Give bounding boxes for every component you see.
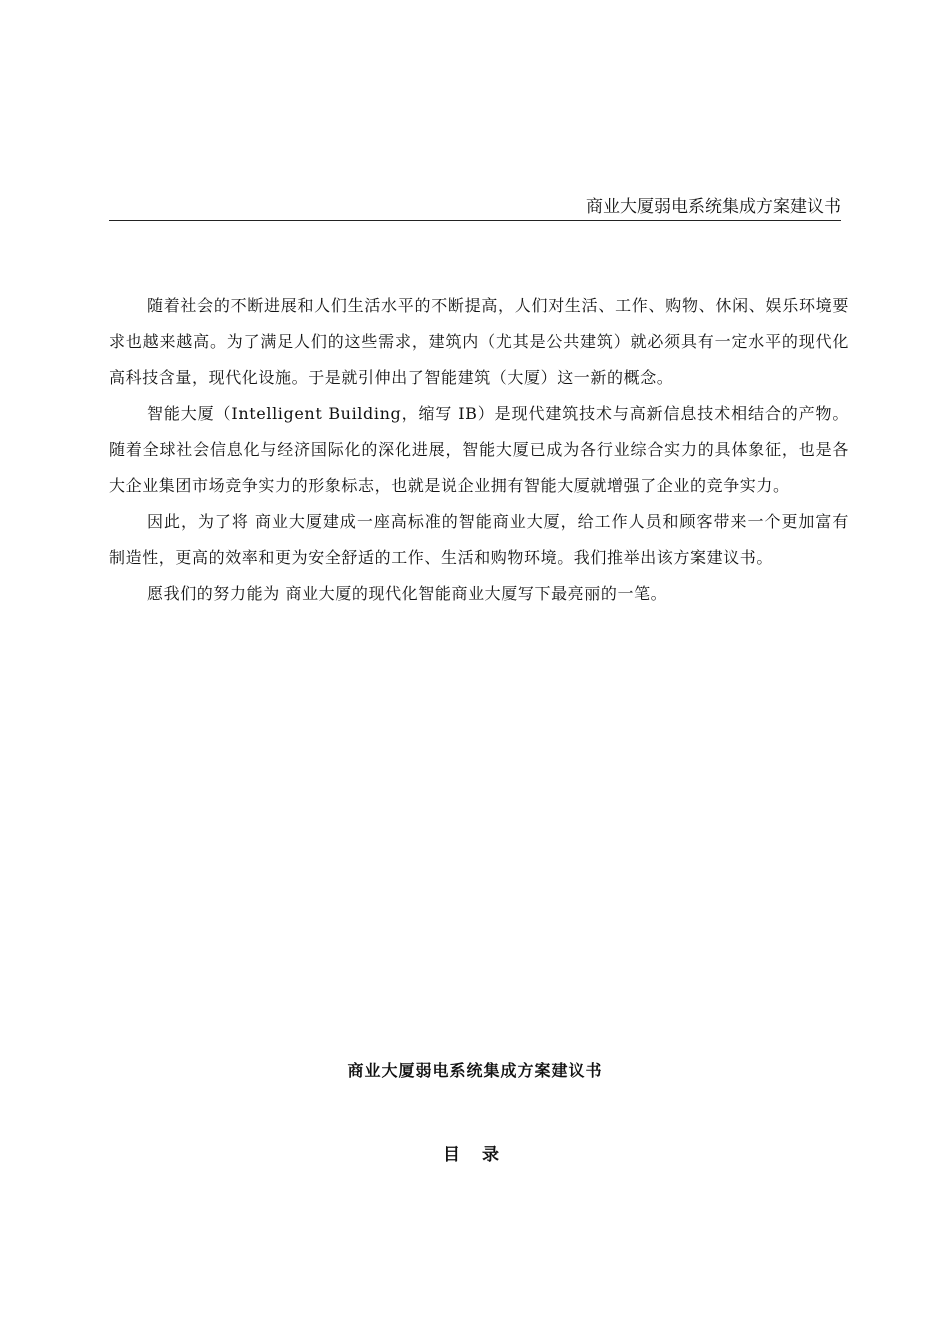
body-text [109, 288, 849, 612]
paragraph-intro: 随着社会的不断进展和人们生活水平的不断提高，人们对生活、工作、购物、休闲、娱乐环境要求也越来越高。为了满足人们的这些需求，建筑内（尤其是公共建筑）就必须具有一定水平的现代化高科技含量，现代化设施。于是就引伸出了智能建筑（大厦）这一新的概念。 [109, 296, 849, 387]
paragraph-closing: 愿我们的努力能为 商业大厦的现代化智能商业大厦写下最亮丽的一笔。 [147, 584, 668, 603]
toc-heading: 目 录 [443, 1145, 507, 1165]
paragraph-purpose: 因此，为了将 商业大厦建成一座高标准的智能商业大厦，给工作人员和顾客带来一个更加富有制造性，更高的效率和更为安全舒适的工作、生活和购物环境。我们推举出该方案建议书。 [109, 512, 849, 567]
running-header: 商业大厦弱电系统集成方案建议书 [109, 196, 841, 221]
paragraph-intelligent-building: 智能大厦（Intelligent Building，缩写 IB）是现代建筑技术与高新信息技术相结合的产物。随着全球社会信息化与经济国际化的深化进展，智能大厦已成为各行业综合实力的具体象征，也是各大企业集团市场竞争实力的形象标志，也就是说企业拥有智能大厦就增强了企业的竞争实力。 [109, 404, 849, 495]
document-title: 商业大厦弱电系统集成方案建议书 [347, 1061, 603, 1080]
